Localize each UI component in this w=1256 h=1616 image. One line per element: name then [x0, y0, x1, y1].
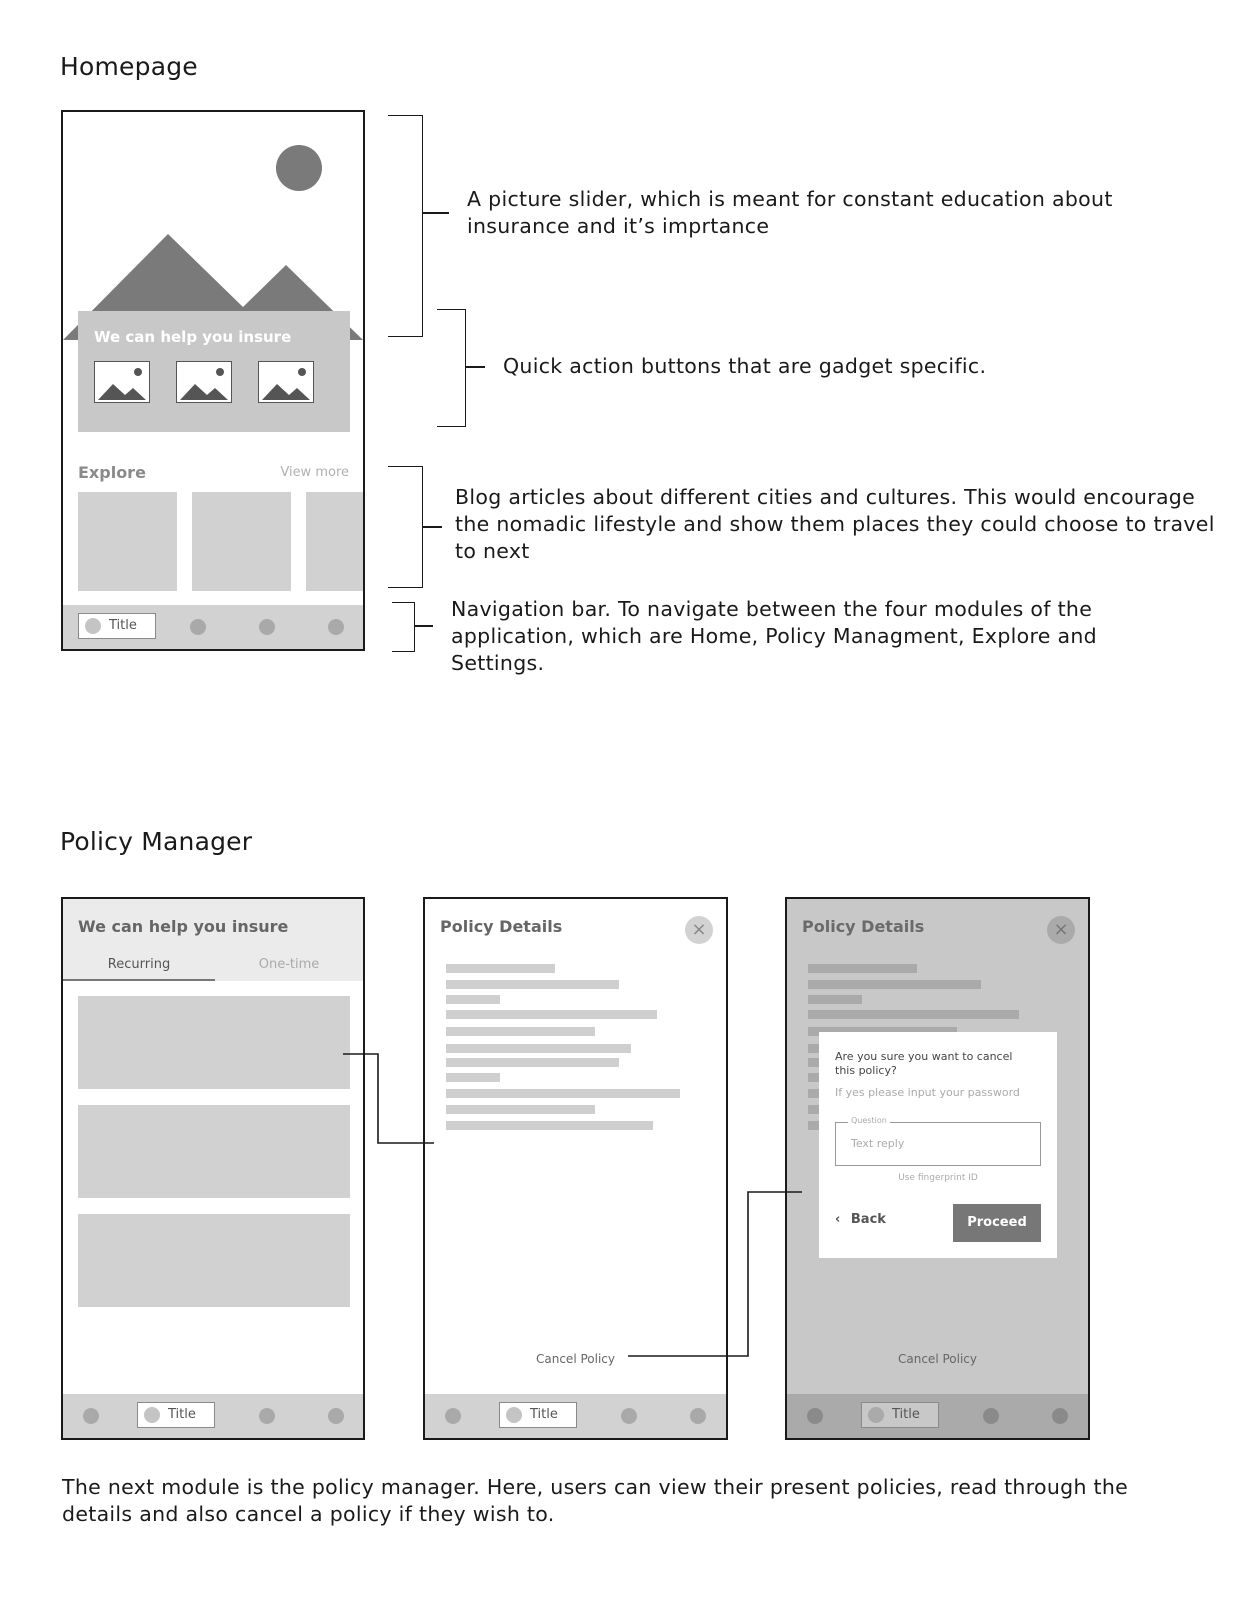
dialog-question: Are you sure you want to cancel this policy?	[835, 1050, 1013, 1077]
back-label: Back	[850, 1212, 886, 1227]
dialog-hint: If yes please input your password	[835, 1086, 1020, 1099]
policy-list-title: We can help you insure	[78, 917, 289, 936]
view-more-link[interactable]: View more	[280, 465, 349, 480]
annotation-slider: A picture slider, which is meant for constant education about insurance and it’s imprtance	[467, 187, 1113, 238]
tab-one-time[interactable]: One-time	[258, 957, 320, 972]
password-field-label: Question	[848, 1116, 890, 1125]
policy-details-title: Policy Details	[440, 917, 563, 936]
nav-item-label: Title	[530, 1407, 558, 1422]
nav-item-label: Title	[109, 618, 137, 633]
annotation-quick-actions: Quick action buttons that are gadget specific.	[503, 354, 987, 378]
proceed-button[interactable]: Proceed	[953, 1204, 1041, 1242]
policy-details-title: Policy Details	[802, 917, 925, 936]
nav-item-label: Title	[168, 1407, 196, 1422]
policy-manager-section-title: Policy Manager	[60, 827, 253, 856]
cancel-policy-link[interactable]: Cancel Policy	[898, 1352, 977, 1366]
cancel-policy-link[interactable]: Cancel Policy	[536, 1352, 615, 1366]
fingerprint-link[interactable]: Use fingerprint ID	[898, 1173, 978, 1183]
quick-actions-title: We can help you insure	[94, 328, 292, 346]
tab-recurring[interactable]: Recurring	[107, 957, 171, 972]
annotation-blog: Blog articles about different cities and cultures. This would encourage the nomadic lifestyle and show them places they could choose to travel to next	[455, 485, 1215, 563]
close-icon: ×	[691, 919, 707, 940]
annotation-nav: Navigation bar. To navigate between the four modules of the application, which are Home, Policy Managment, Explore and Settings.	[451, 597, 1097, 675]
close-icon: ×	[1053, 919, 1069, 940]
chevron-left-icon: ‹	[835, 1212, 841, 1227]
nav-item-label: Title	[892, 1407, 920, 1422]
homepage-section-title: Homepage	[60, 52, 198, 81]
password-field-placeholder: Text reply	[851, 1137, 905, 1150]
policy-manager-description: The next module is the policy manager. Here, users can view their present policies, read through the details and also cancel a policy if they wish to.	[62, 1475, 1129, 1526]
explore-label: Explore	[78, 463, 146, 482]
